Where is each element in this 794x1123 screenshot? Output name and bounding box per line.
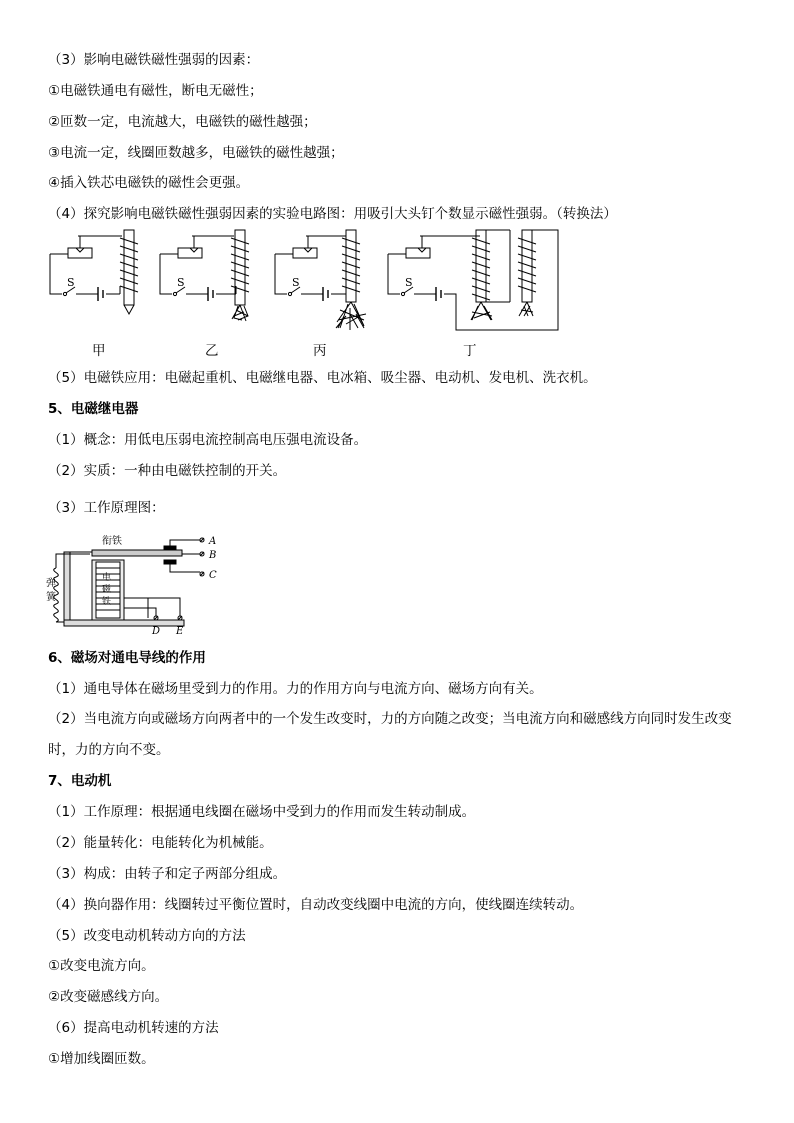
applications-text: （5）电磁铁应用：电磁起重机、电磁继电器、电冰箱、吸尘器、电动机、发电机、洗衣机。: [48, 370, 597, 386]
circuit-ding: [388, 230, 558, 330]
relay-diagram-title: （3）工作原理图：: [48, 500, 165, 516]
motor-item: （2）能量转化：电能转化为机械能。: [48, 835, 273, 851]
section-6-heading: 6、磁场对通电导线的作用: [48, 650, 206, 666]
motor-item: （3）构成：由转子和定子两部分组成。: [48, 866, 287, 882]
circuit-label-bing: 丙: [313, 343, 327, 359]
electromagnet-label-3: 铁: [102, 597, 112, 607]
circuit-label-ding: 丁: [463, 343, 477, 359]
section-5-heading: 5、电磁继电器: [48, 401, 139, 417]
motor-item: ②改变磁感线方向。: [48, 989, 169, 1005]
motor-item: （4）换向器作用：线圈转过平衡位置时，自动改变线圈中电流的方向，使线圈连续转动。: [48, 897, 584, 913]
electromagnet-label-2: 磁: [102, 585, 112, 595]
force-item: （1）通电导体在磁场里受到力的作用。力的作用方向与电流方向、磁场方向有关。: [48, 681, 543, 697]
relay-diagram: [48, 528, 248, 640]
switch-label: S: [177, 276, 185, 289]
factor-item: ③电流一定，线圈匝数越多，电磁铁的磁性越强；: [48, 145, 344, 161]
section-7-heading: 7、电动机: [48, 773, 112, 789]
switch-label: S: [292, 276, 300, 289]
electromagnet-label-1: 电: [102, 573, 112, 583]
electromagnet-circuits-figure: [0, 224, 794, 339]
switch-label: S: [405, 276, 413, 289]
terminal-e: E: [176, 626, 184, 637]
terminal-d: D: [152, 626, 161, 637]
force-item: （2）当电流方向或磁场方向两者中的一个发生改变时，力的方向随之改变；当电流方向和磁感线方向同时发生改变时，力的方向不变。: [48, 711, 732, 758]
circuit-label-yi: 乙: [205, 343, 219, 359]
relay-concept: （1）概念：用低电压弱电流控制高电压强电流设备。: [48, 432, 368, 448]
terminal-c: C: [209, 570, 217, 581]
motor-item: ①增加线圈匝数。: [48, 1051, 155, 1067]
motor-item: （5）改变电动机转动方向的方法: [48, 928, 246, 944]
circuit-label-jia: 甲: [92, 343, 106, 359]
factors-title: （3）影响电磁铁磁性强弱的因素：: [48, 52, 260, 68]
motor-item: （1）工作原理：根据通电线圈在磁场中受到力的作用而发生转动制成。: [48, 804, 476, 820]
motor-item: （6）提高电动机转速的方法: [48, 1020, 219, 1036]
circuit-yi: [160, 230, 249, 321]
factor-item: ④插入铁芯电磁铁的磁性会更强。: [48, 175, 250, 191]
spring-label-top: 弹: [46, 578, 56, 589]
spring-label-bottom: 簧: [46, 592, 56, 603]
circuit-jia: [50, 230, 138, 314]
experiment-text: （4）探究影响电磁铁磁性强弱因素的实验电路图：用吸引大头钉个数显示磁性强弱。（转换法）: [48, 206, 617, 222]
relay-essence: （2）实质：一种由电磁铁控制的开关。: [48, 463, 287, 479]
armature-label: 衔铁: [102, 536, 122, 547]
factor-item: ①电磁铁通电有磁性，断电无磁性；: [48, 83, 263, 99]
terminal-a: A: [209, 536, 217, 547]
motor-item: ①改变电流方向。: [48, 958, 155, 974]
switch-label: S: [67, 276, 75, 289]
factor-item: ②匝数一定，电流越大，电磁铁的磁性越强；: [48, 114, 317, 130]
circuit-bing: [275, 230, 366, 330]
terminal-b: B: [209, 550, 217, 561]
